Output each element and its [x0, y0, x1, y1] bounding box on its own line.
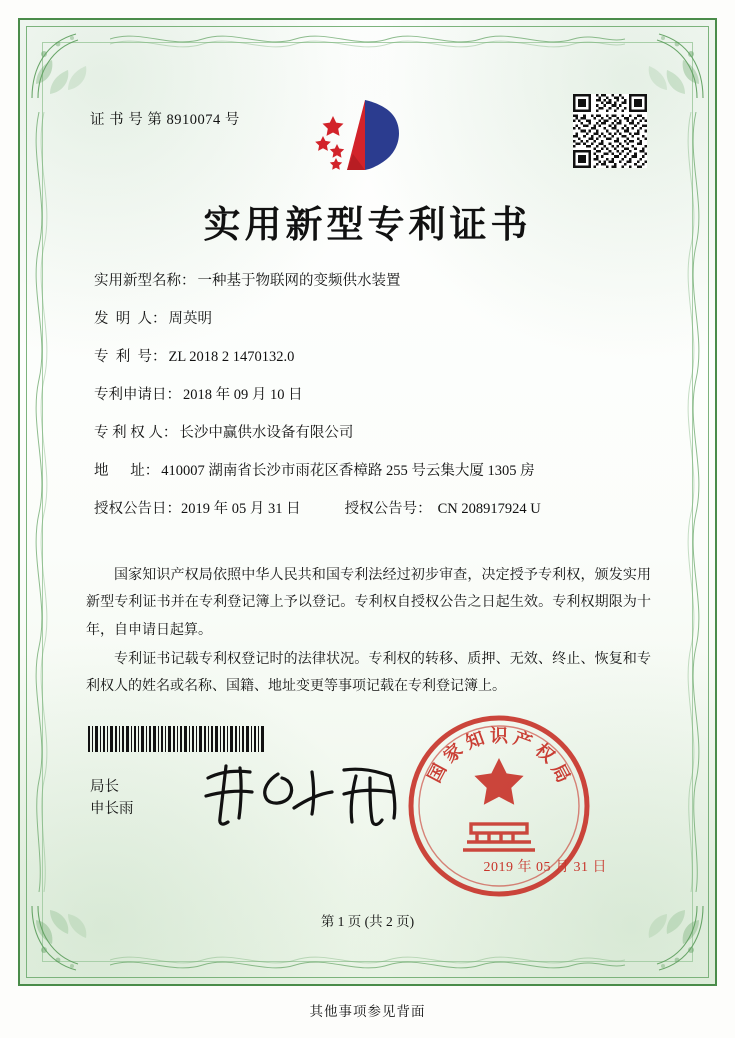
footnote: 其他事项参见背面	[309, 1004, 426, 1019]
field-value: 长沙中赢供水设备有限公司	[179, 425, 354, 442]
field-value: 一种基于物联网的变频供水装置	[197, 273, 401, 289]
field-application-date	[94, 386, 649, 406]
field-label: 专 利 号：	[94, 349, 167, 366]
legal-paragraph: 国家知识产权局依照中华人民共和国专利法经过初步审查，决定授予专利权，颁发实用新型专利证书并在专利登记簿上予以登记。专利权自授权公告之日起生效。专利权期限为十年，自申请日起算。	[86, 568, 651, 638]
field-publication	[94, 500, 649, 520]
signature-block	[90, 776, 134, 821]
field-patentee	[94, 424, 649, 444]
field-value: 2018 年 09 月 10 日	[183, 387, 303, 404]
field-inventor	[94, 310, 649, 330]
field-label: 地 址：	[94, 463, 160, 480]
svg-text:产: 产	[511, 727, 535, 753]
publication-number-value: CN 208917924 U	[437, 501, 541, 518]
seal-date: 2019 年 05 月 31 日	[483, 860, 607, 875]
field-value: 410007 湖南省长沙市雨花区香樟路 255 号云集大厦 1305 房	[161, 463, 535, 480]
svg-text:家: 家	[439, 739, 467, 767]
field-label: 专 利 权 人：	[94, 425, 178, 442]
page-title: 实用新型专利证书	[203, 205, 532, 246]
legal-paragraph: 专利证书记载专利权登记时的法律状况。专利权的转移、质押、无效、终止、恢复和专利权人的姓名或名称、国籍、地址变更等事项记载在专利登记簿上。	[86, 651, 651, 695]
publication-date-value: 2019 年 05 月 31 日	[181, 501, 301, 518]
cnipa-logo-icon	[303, 92, 433, 178]
svg-text:局: 局	[547, 760, 574, 786]
publication-date-label: 授权公告日：	[94, 501, 181, 518]
page-indicator: 第 1 页 (共 2 页)	[320, 914, 415, 929]
field-address	[94, 462, 649, 482]
svg-text:知: 知	[463, 727, 487, 753]
qr-code	[573, 94, 647, 168]
field-utility-model-name	[94, 272, 649, 292]
publication-number-label: 授权公告号：	[344, 501, 432, 518]
edge-vine-icon	[683, 112, 709, 892]
handwritten-signature-icon	[194, 756, 424, 832]
edge-vine-icon	[110, 952, 625, 978]
edge-vine-icon	[110, 26, 625, 52]
svg-text:识: 识	[490, 726, 508, 746]
edge-vine-icon	[26, 112, 52, 892]
barcode	[88, 726, 264, 752]
field-patent-number	[94, 348, 649, 368]
certificate-border-frame	[18, 18, 717, 986]
signature-role: 局长	[90, 779, 119, 795]
field-label: 实用新型名称：	[94, 273, 196, 289]
svg-text:权: 权	[531, 739, 559, 767]
field-label: 发 明 人：	[94, 311, 167, 328]
field-value: 周英明	[168, 311, 212, 328]
certificate-content	[66, 84, 669, 944]
signature-name: 申长雨	[90, 801, 134, 818]
field-label: 专利申请日：	[94, 387, 181, 404]
legal-text	[86, 562, 651, 702]
certificate-field-list	[94, 272, 649, 530]
field-value: ZL 2018 2 1470132.0	[168, 349, 295, 366]
svg-text:国: 国	[424, 760, 451, 786]
certificate-number: 证 书 号 第 8910074 号	[90, 112, 240, 128]
